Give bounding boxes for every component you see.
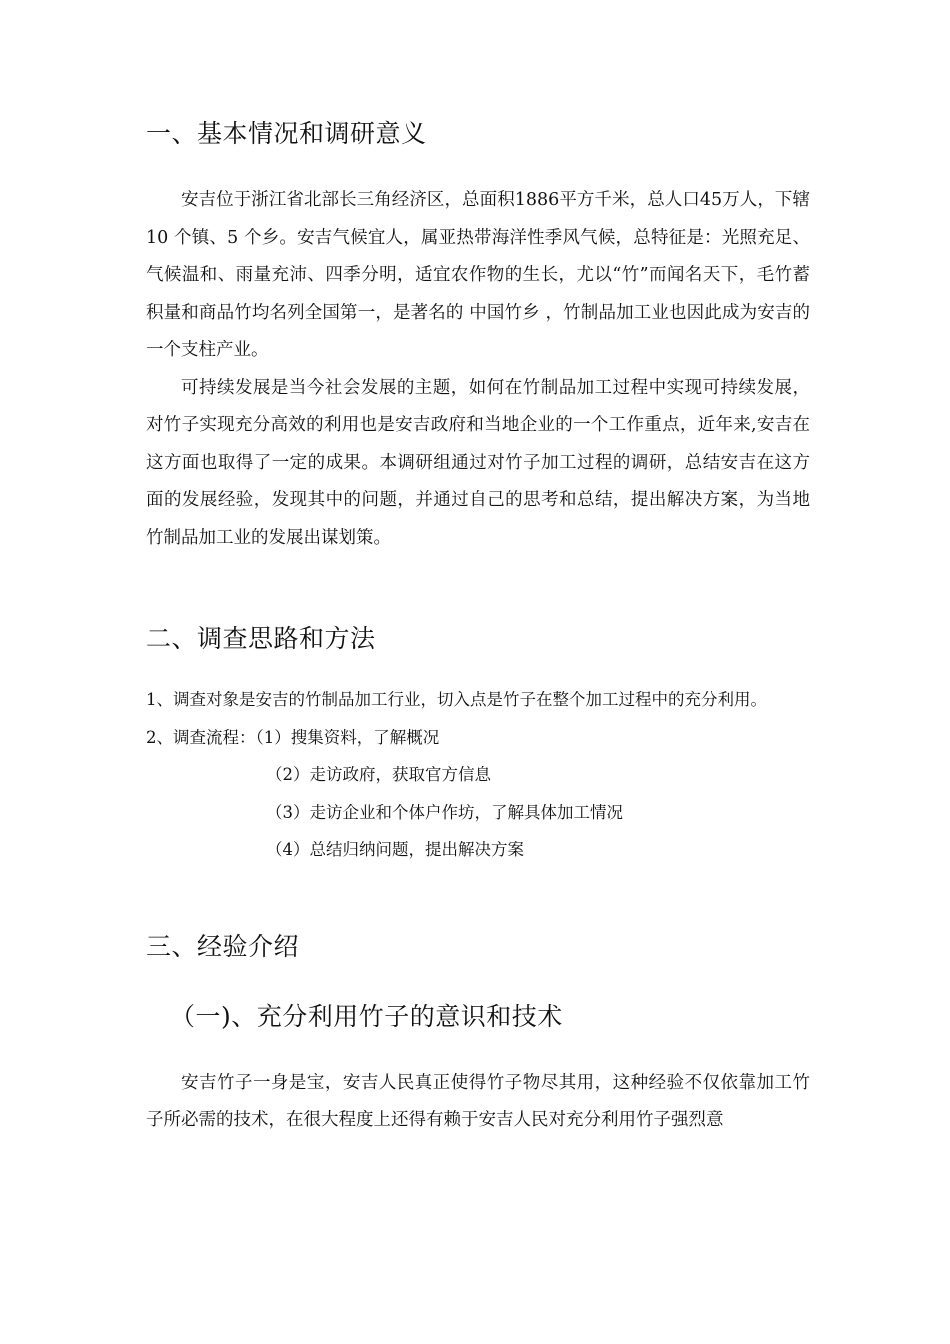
section1-paragraph-2: 可持续发展是当今社会发展的主题，如何在竹制品加工过程中实现可持续发展，对竹子实现充分高效的利用也是安吉政府和当地企业的一个工作重点，近年来,安吉在这方面也取得了一定的成果。本调研组通过对竹子加工过程的调研，总结安吉在这方面的发展经验，发现其中的问题，并通过自己的思考和总结，提出解决方案，为当地竹制品加工业的发展出谋划策。 xyxy=(146,377,810,548)
section2-item-1: 1、调查对象是安吉的竹制品加工行业，切入点是竹子在整个加工过程中的充分利用。 xyxy=(146,690,767,709)
section1-heading: 一、基本情况和调研意义 xyxy=(146,119,427,148)
document-body xyxy=(146,112,810,1140)
section2-item-2: 2、调查流程：（1）搜集资料，了解概况 xyxy=(146,727,440,747)
section3-subheading: （一)、充分利用竹子的意识和技术 xyxy=(170,1001,563,1031)
section3-paragraph: 安吉竹子一身是宝，安吉人民真正使得竹子物尽其用，这种经验不仅依靠加工竹子所必需的技术，在很大程度上还得有赖于安吉人民对充分利用竹子强烈意 xyxy=(146,1072,810,1130)
section2-heading: 二、调查思路和方法 xyxy=(146,624,376,653)
section1-paragraph-1: 安吉位于浙江省北部长三角经济区，总面积1886平方千米，总人口45万人，下辖 10 个镇、5 个乡。安吉气候宜人，属亚热带海洋性季风气候，总特征是：光照充足、气候温和、雨量充沛、四季分明，适宜农作物的生长，尤以“竹”而闻名天下，毛竹蓄积量和商品竹均名列全国第一，是著名的 中国竹乡 ，竹制品加工业也因此成为安吉的一个支柱产业。 xyxy=(146,190,810,360)
section2-step-4: （4）总结归纳问题，提出解决方案 xyxy=(266,840,524,859)
section3-heading: 三、经验介绍 xyxy=(146,931,300,961)
section2-step-3: （3）走访企业和个体户作坊，了解具体加工情况 xyxy=(266,802,623,822)
section2-step-2: （2）走访政府，获取官方信息 xyxy=(266,765,491,784)
